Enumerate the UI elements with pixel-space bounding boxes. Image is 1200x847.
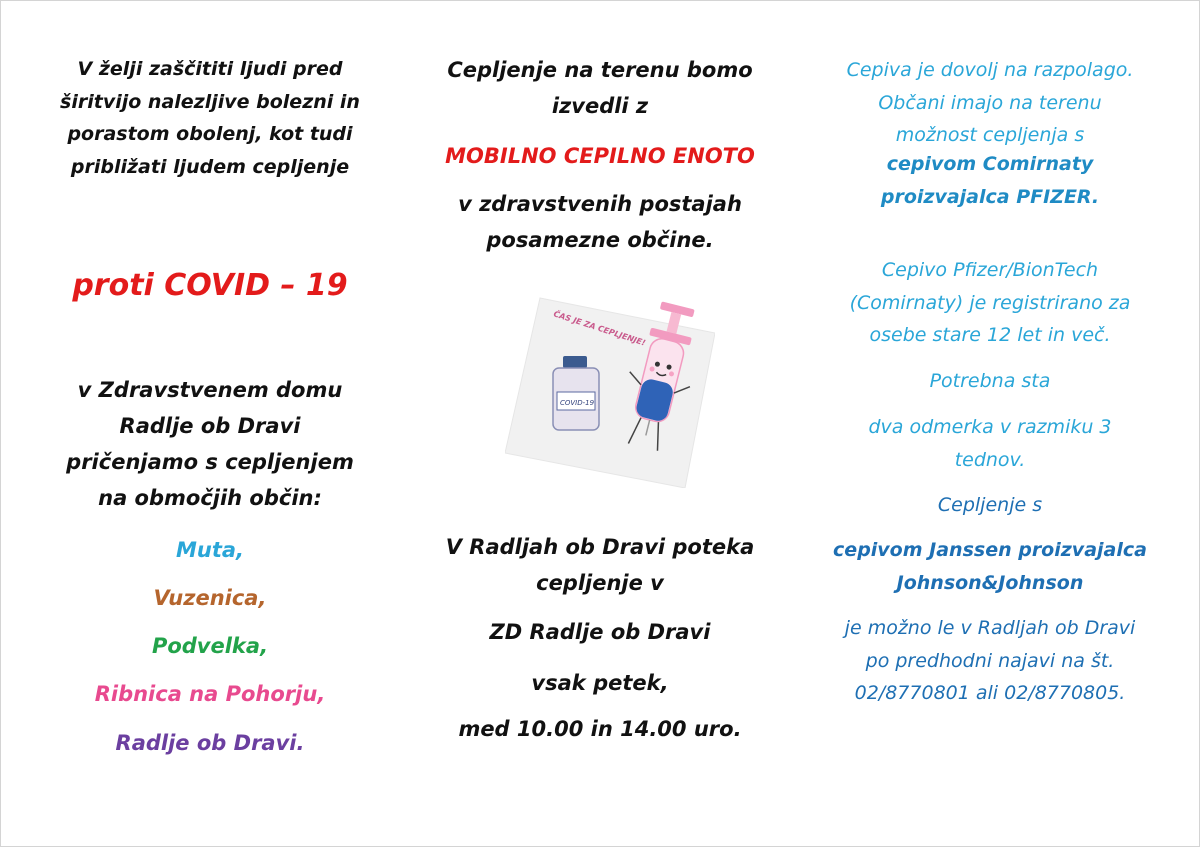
municipality-podvelka: Podvelka,	[151, 634, 269, 658]
janssen-contact: je možno le v Radljah ob Dravi po predhodni najavi na št. 02/8770801 ali 02/8770805.	[844, 617, 1136, 704]
pfizer-text: Cepivo Pfizer/BionTech (Comirnaty) je registrirano za osebe stare 12 let in več.	[849, 259, 1131, 346]
municipality-muta: Muta,	[175, 538, 245, 562]
day-text: vsak petek,	[531, 671, 669, 695]
mobile-unit-highlight: MOBILNO CEPILNO ENOTO	[445, 144, 755, 168]
comirnaty-bold: cepivom Comirnaty proizvajalca PFIZER.	[880, 153, 1100, 208]
vial-label: COVID-19	[560, 399, 595, 407]
janssen-intro: Cepljenje s	[937, 494, 1043, 516]
doses-label: Potrebna sta	[929, 370, 1051, 392]
municipality-vuzenica: Vuzenica,	[153, 586, 267, 610]
municipality-radlje: Radlje ob Dravi.	[115, 731, 305, 755]
janssen-bold: cepivom Janssen proizvajalca Johnson&Johnson	[833, 539, 1147, 594]
health-stations-text: v zdravstvenih postajah posamezne občine.	[458, 192, 742, 252]
availability-text: Cepiva je dovolj na razpolago. Občani imajo na terenu možnost cepljenja s	[846, 59, 1134, 146]
radlje-text: V Radljah ob Dravi poteka cepljenje v	[445, 535, 755, 595]
zd-text: v Zdravstvenem domu Radlje ob Dravi pričenjamo s cepljenjem na območjih občin:	[66, 378, 354, 510]
time-text: med 10.00 in 14.00 uro.	[458, 717, 742, 741]
illus-caption: ČAS JE ZA CEPLJENJE!	[552, 309, 647, 348]
place-text: ZD Radlje ob Dravi	[489, 620, 711, 644]
intro-text: V želji zaščititi ljudi pred širitvijo nalezljive bolezni in porastom obolenj, kot tudi približati ljudem cepljenje	[60, 58, 360, 178]
municipality-ribnica: Ribnica na Pohorju,	[94, 682, 326, 706]
doses-text: dva odmerka v razmiku 3 tednov.	[868, 416, 1112, 471]
vaccine-illustration	[505, 288, 715, 488]
mobile-unit-intro: Cepljenje na terenu bomo izvedli z	[447, 58, 753, 118]
covid-heading: proti COVID – 19	[72, 268, 348, 303]
